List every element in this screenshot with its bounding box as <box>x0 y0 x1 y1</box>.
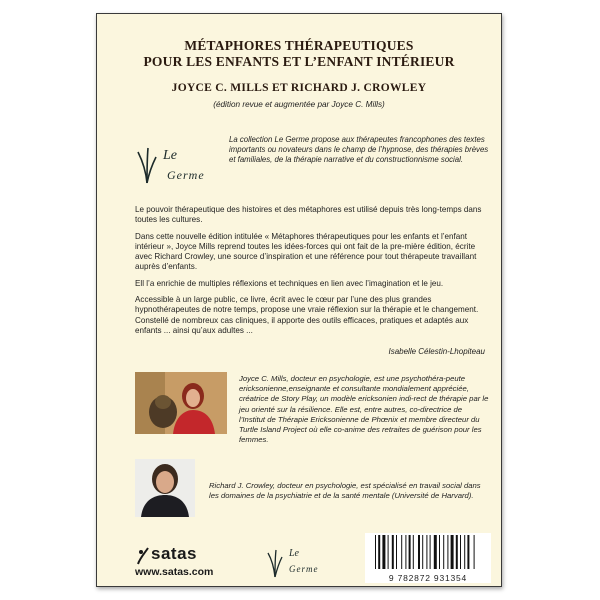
sprout-icon <box>265 548 285 578</box>
blurb-paragraph: Le pouvoir thérapeutique des histoires et des métaphores est utilisé depuis très long-temps dans toutes les cultures. <box>135 205 482 225</box>
blurb-paragraph: Accessible à un large public, ce livre, écrit avec le cœur par l’une des plus grandes hypnothérapeutes de notre temps, propose une vraie réflexion sur la thérapie et le changement. Constellé de nombreux cas cliniques, il apporte des outils efficaces, pratiques et adaptés aux enfants ... ainsi qu’aux adultes ... <box>135 295 479 335</box>
book-back-cover <box>96 13 502 587</box>
edition-note: (édition revue et augmentée par Joyce C. Mills) <box>213 100 385 109</box>
collection-description: La collection Le Germe propose aux thérapeutes francophones des textes importants ou novateurs dans le champ de l’hypnose, des thérapies brèves et familiales, de la thérapie narrative et du constructionnisme social. <box>229 135 489 165</box>
blurb-paragraph: Dans cette nouvelle édition intitulée « Métaphores thérapeutiques pour les enfants et l’enfant intérieur », Joyce Mills reprend toutes les idées-forces qui ont fait de la pre-mière édition, écrite avec Richard Crowley, une source d’inspiration et une référence pour tout thérapeute travaillant auprès d’enfants. <box>135 231 477 272</box>
isbn-digits: 9 782872 931354 <box>388 573 468 583</box>
logo-germe: Germe <box>167 168 205 182</box>
author-photo-crowley <box>135 459 195 517</box>
book-authors: JOYCE C. MILLS ET RICHARD J. CROWLEY <box>171 82 427 94</box>
le-germe-logo <box>135 146 215 186</box>
sprout-icon <box>135 146 159 184</box>
book-title-line-2: POUR LES ENFANTS ET L’ENFANT INTÉRIEUR <box>143 54 455 69</box>
publisher-name: satas <box>151 544 197 563</box>
le-germe-logo-bottom <box>265 548 325 580</box>
blurb-paragraph: Ell l’a enrichie de multiples réflexions et techniques en lien avec l’imagination et le jeu. <box>135 278 444 288</box>
author-bio-crowley: Richard J. Crowley, docteur en psychologie, est spécialisé en travail social dans les domaines de la psychiatrie et de la santé mentale (Université de Harvard). <box>209 481 481 501</box>
logo-germe: Germe <box>289 564 319 574</box>
book-title-line-1: MÉTAPHORES THÉRAPEUTIQUES <box>184 38 414 53</box>
book-title <box>97 38 501 70</box>
publisher-url: www.satas.com <box>135 566 214 578</box>
logo-le: Le <box>289 548 299 559</box>
back-cover-blurb <box>135 205 487 342</box>
logo-le: Le <box>163 148 177 163</box>
publisher-logo <box>135 546 235 586</box>
author-bio-mills: Joyce C. Mills, docteur en psychologie, est une psychothéra-peute ericksonienne,enseignante et consultante mondialement appréciée, créatrice de Story Play, un modèle ericksonien indi-rect de thérapie par le jeu orienté sur la résilience. Elle est, entre autres, co-directrice de l’Institut de Thérapie Ericksonienne de Phœnix et membre directeur du Turtle Island Project où elle co-anime des retraites de guérison pour les femmes. <box>239 374 489 445</box>
isbn-barcode <box>365 533 491 583</box>
blurb-signature: Isabelle Célestin-Lhopiteau <box>388 347 485 356</box>
author-photo-mills <box>135 372 227 434</box>
barcode-bars <box>365 533 491 571</box>
satas-mark-icon <box>135 546 151 566</box>
